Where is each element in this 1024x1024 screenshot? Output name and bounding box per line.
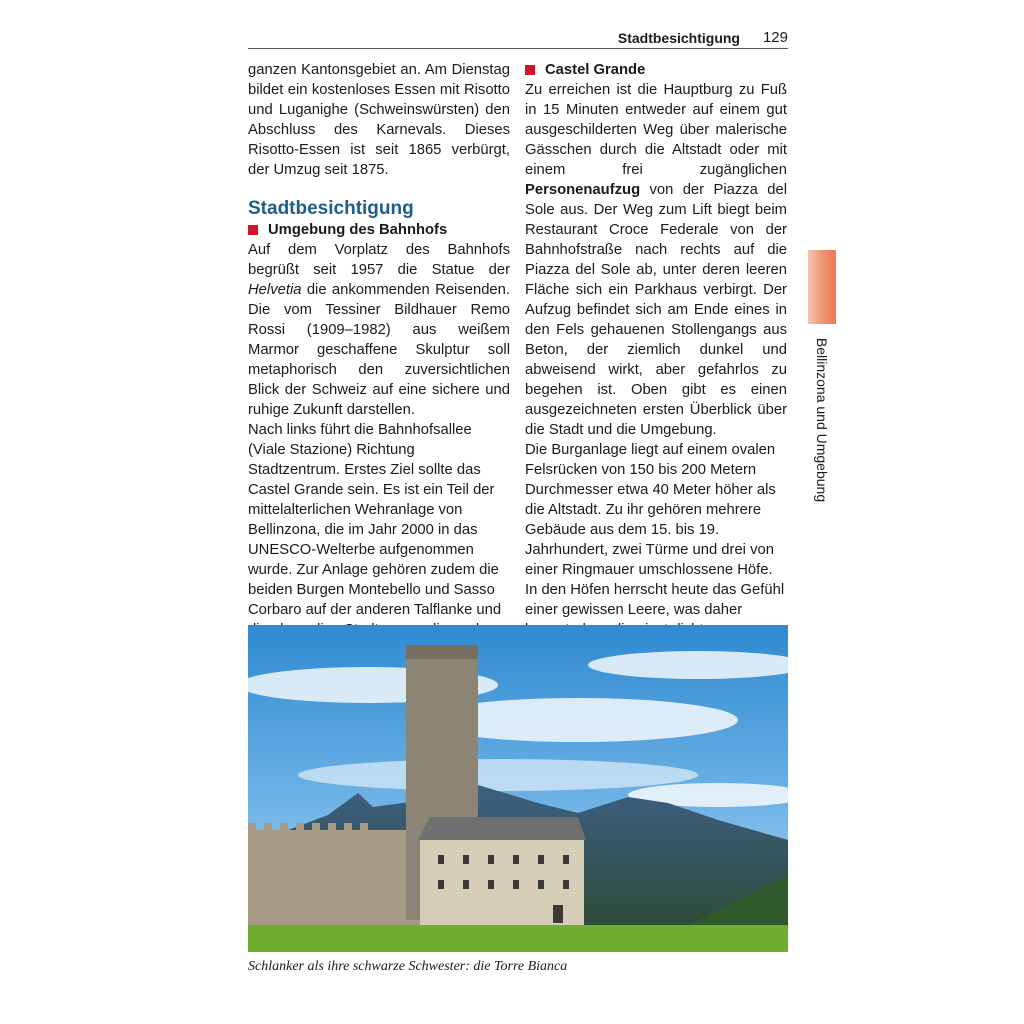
subheading-bahnhof xyxy=(248,220,510,240)
castle-wall xyxy=(248,830,428,925)
photo-caption: Schlanker als ihre schwarze Schwester: die Torre Bianca xyxy=(248,959,568,974)
text-run: die ankommenden Reisenden. Die vom Tessiner Bildhauer Remo Rossi (1909–1982) aus weißem Marmor geschaffene Skulptur soll metaphorisch den zuversichtlichen Blick der Schweiz auf eine sichere und ruhige Zukunft darstellen. xyxy=(248,282,510,418)
subheading-castel-grande-label: Castel Grande xyxy=(545,62,646,78)
paragraph-helvetia xyxy=(248,240,510,420)
tower-building xyxy=(418,817,586,840)
lawn xyxy=(248,925,788,952)
intro-paragraph: ganzen Kantonsgebiet an. Am Dienstag bildet ein kostenloses Essen mit Risotto und Luganighe (Schweinswürsten) den Abschluss des Karnevals. Dieses Risotto-Essen ist seit 1865 verbürgt, der Umzug seit 1875. xyxy=(248,62,510,178)
subheading-bahnhof-label: Umgebung des Bahnhofs xyxy=(268,222,448,238)
page-number: 129 xyxy=(762,29,788,46)
running-header xyxy=(248,28,788,49)
running-title: Stadtbesichtigung xyxy=(617,30,740,46)
bold-personenaufzug: Personenaufzug xyxy=(525,182,641,198)
left-column xyxy=(248,60,510,660)
subheading-castel-grande xyxy=(525,60,787,80)
chapter-thumb-tab xyxy=(808,250,836,324)
emphasis-helvetia: Helvetia xyxy=(248,282,302,298)
chapter-label-text: Bellinzona und Umgebung xyxy=(814,337,830,503)
text-run: Auf dem Vorplatz des Bahnhofs begrüßt seit 1957 die Statue der xyxy=(248,242,510,278)
paragraph-bahnhofsallee: Nach links führt die Bahnhofsallee (Viale Stazione) Richtung Stadtzentrum. Erstes Ziel sollte das Castel Grande sein. Es ist ein Teil der mittelalterlichen Wehranlage von Bellinzona, die im Jahr 2000 in das UNESCO-Welterbe aufgenommen wurde. Zur Anlage gehören zudem die beiden Burgen Montebello und Sasso Corbaro auf der anderen Talflanke und xyxy=(248,422,502,618)
paragraph-burganlage: Die Burganlage liegt auf einem ovalen Felsrücken von 150 bis 200 Metern Durchmesser etwa 40 Meter höher als die Altstadt. Zu ihr gehören mehrere Gebäude aus dem 15. bis 19. Jahrhundert, zwei Türme und drei von einer Ringmauer umschlossene Höfe. In den Höfen herrscht heute das Gefühl einer gewissen Leere, was daher xyxy=(525,442,785,618)
section-title: Stadtbesichtigung xyxy=(248,198,414,219)
text-run: von der Piazza del Sole aus. Der Weg zum Lift biegt beim Restaurant Croce Federale von der Bahnhofstraße nach rechts auf die Piazza del Sole ab, unter deren leeren Fläche sich ein Parkhaus verbirgt. Der Aufzug befindet sich am Ende eines in den Fels gehauenen Stollengangs aus Beton, der ziemlich dunkel und abweisend wirkt, aber gefahrlos zu begehen ist. Oben gibt es einen ausgezeichneten ersten Überblick über die Stadt und die Umgebung. xyxy=(525,182,787,438)
paragraph-access xyxy=(525,80,787,440)
text-run: Zu erreichen ist die Hauptburg zu Fuß in 15 Minuten entweder auf einem gut ausgeschilderten Weg über malerische Gässchen durch die Altstadt oder mit einem frei zugänglichen xyxy=(525,82,787,178)
right-column xyxy=(525,60,787,660)
castle-photo xyxy=(248,625,788,952)
red-square-icon xyxy=(248,225,258,235)
red-square-icon xyxy=(525,65,535,75)
